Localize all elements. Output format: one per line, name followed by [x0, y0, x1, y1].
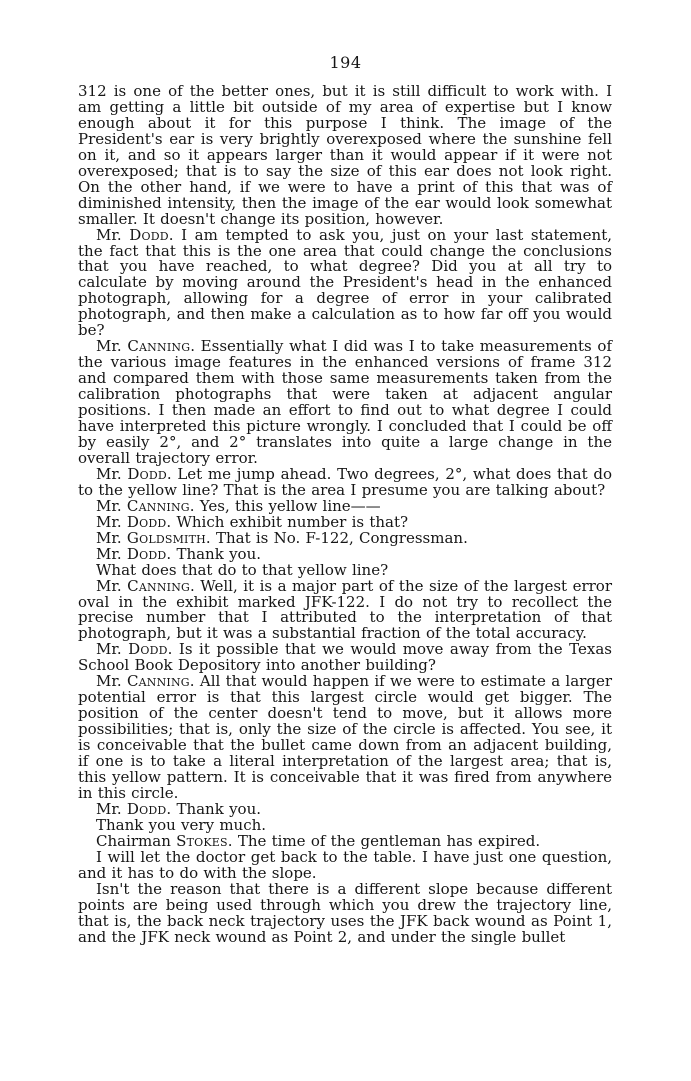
speaker-name: Stokes: [176, 831, 228, 850]
speaker-prefix: Chairman: [96, 831, 177, 850]
speaker-name: Canning: [126, 496, 190, 515]
paragraph: Mr. Dodd. Thank you.: [96, 544, 262, 563]
paragraph: What does that do to that yellow line?: [96, 560, 389, 579]
speaker-name: Dodd: [129, 225, 169, 244]
paragraph: Mr. Canning. All that would happen if we were to estimate a larger potential error is that this largest circle would get bigger. The position of the center doesn't tend to move, but it allows more possibilities; that is, only the size of the circle is affected. You see, it is conceivable that the bullet came down from an adjacent building, if one is to take a literal interpretation of the largest area; that is, this yellow pattern. It is conceivable that it was fired from anywhere in this circle.: [78, 672, 612, 802]
page-number: 194: [329, 53, 362, 72]
speaker-name: Canning: [127, 576, 191, 595]
transcript-body: [78, 84, 612, 945]
paragraph: Mr. Dodd. Is it possible that we would move away from the Texas School Book Depository into another building?: [78, 640, 612, 675]
speaker-prefix: Mr.: [96, 464, 128, 483]
speaker-name: Dodd: [127, 464, 167, 483]
speaker-prefix: Mr.: [96, 576, 128, 595]
speaker-name: Dodd: [126, 544, 167, 563]
speaker-prefix: Mr.: [96, 799, 127, 818]
paragraph: Mr. Dodd. Thank you.: [96, 799, 262, 818]
paragraph: Mr. Canning. Well, it is a major part of the size of the largest error oval in the exhibit marked JFK-122. I do not try to recollect the precise number that I attributed to the interpretation of that photograph, but it was a substantial fraction of the total accuracy.: [78, 576, 612, 643]
speaker-prefix: Mr.: [96, 672, 127, 691]
paragraph: Mr. Dodd. Which exhibit number is that?: [96, 512, 409, 531]
paragraph: Mr. Goldsmith. That is No. F-122, Congressman.: [96, 528, 468, 547]
paragraph: Mr. Canning. Yes, this yellow line——: [96, 496, 381, 515]
speaker-name: Canning: [127, 337, 191, 356]
paragraph: Isn't the reason that there is a different slope because different points are being used through which you drew the trajectory line, that is, the back neck trajectory uses the JFK back wound as Point 1, and the JFK neck wound as Point 2, and under the single bullet: [78, 879, 612, 946]
paragraph: Mr. Canning. Essentially what I did was I to take measurements of the various image features in the enhanced versions of frame 312 and compared them with those same measurements taken from the calibration photographs that were taken at adjacent angular positions. I then made an effort to find out to what degree I could have interpreted this picture wrongly. I concluded that I could be off by easily 2°, and 2° translates into quite a large change in the overall trajectory error.: [78, 337, 612, 467]
paragraph: Mr. Dodd. Let me jump ahead. Two degrees, 2°, what does that do to the yellow line? That is the area I presume you are talking about?: [78, 464, 612, 499]
speaker-prefix: Mr.: [96, 544, 127, 563]
paragraph: I will let the doctor get back to the table. I have just one question, and it has to do with the slope.: [78, 847, 612, 882]
paragraph: Thank you very much.: [96, 815, 267, 834]
paragraph: Mr. Dodd. I am tempted to ask you, just on your last statement, the fact that this is the one area that could change the conclusions that you have reached, to what degree? Did you at all try to calculate by moving around the President's head in the enhanced photograph, allowing for a degree of error in your calibrated photograph, and then make a calculation as to how far off you would be?: [78, 225, 612, 340]
speaker-prefix: Mr.: [96, 528, 127, 547]
paragraph: Chairman Stokes. The time of the gentleman has expired.: [96, 831, 541, 850]
speaker-name: Dodd: [126, 799, 167, 818]
speaker-prefix: Mr.: [96, 225, 130, 244]
speaker-prefix: Mr.: [96, 512, 127, 531]
paragraph: 312 is one of the better ones, but it is still difficult to work with. I am getting a little bit outside of my area of expertise but I know enough about it for this purpose I think. The image of the President's ear is very brightly overexposed where the sunshine fell on it, and so it appears larger than it would appear if it were not overexposed; that is to say the size of this ear does not look right. On the other hand, if we were to have a print of this that was of diminished intensity, then the image of the ear would look somewhat smaller. It doesn't change its position, however.: [78, 82, 612, 228]
speaker-name: Dodd: [126, 512, 167, 531]
speaker-name: Goldsmith: [126, 528, 206, 547]
speaker-prefix: Mr.: [96, 496, 127, 515]
speaker-prefix: Mr.: [96, 640, 129, 659]
speaker-name: Canning: [126, 672, 190, 691]
speaker-prefix: Mr.: [96, 337, 128, 356]
speaker-name: Dodd: [128, 640, 168, 659]
